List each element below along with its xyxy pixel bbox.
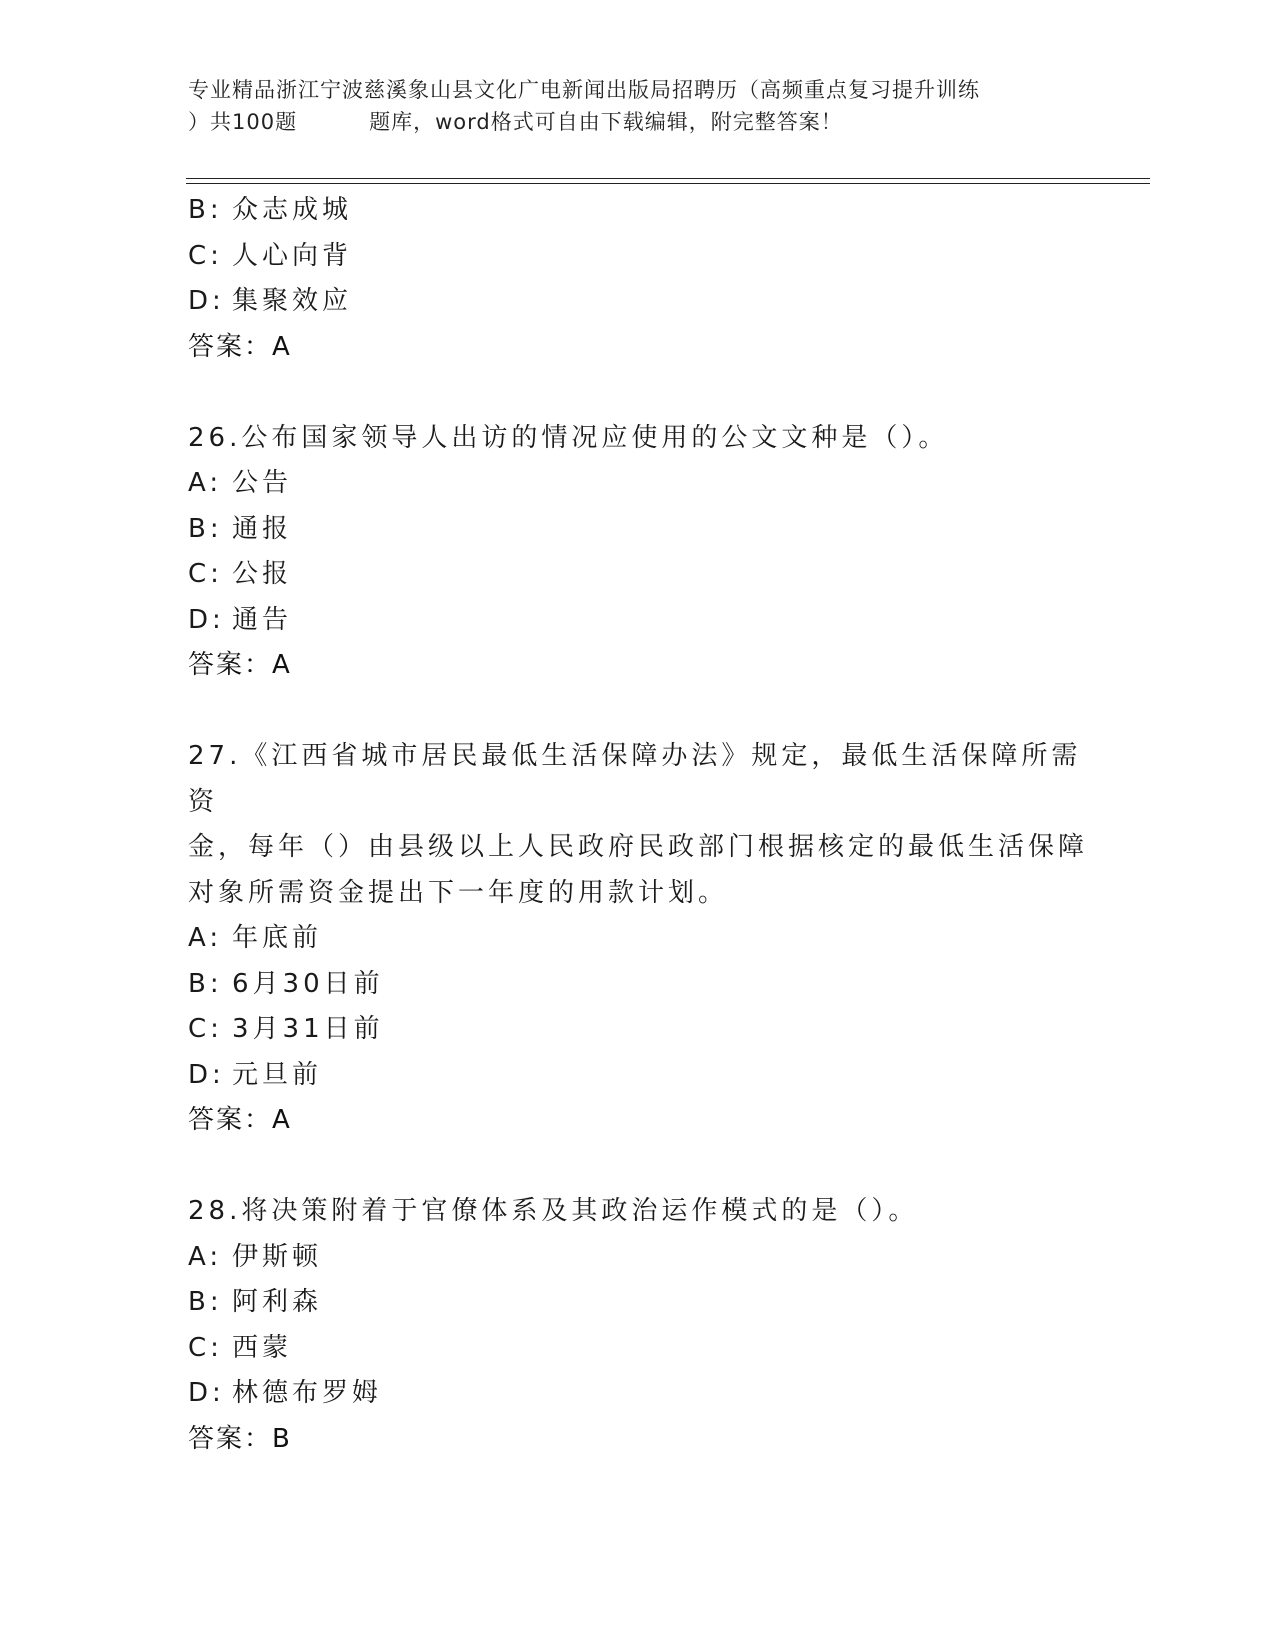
option-letter: D: bbox=[188, 1378, 225, 1408]
option-letter: A: bbox=[188, 923, 223, 953]
option-text: 3月31日前 bbox=[232, 1014, 384, 1044]
option-text: 西蒙 bbox=[232, 1332, 293, 1363]
option-c bbox=[188, 234, 1088, 280]
option-letter: A: bbox=[188, 468, 223, 498]
option-text: 6月30日前 bbox=[232, 968, 384, 999]
answer-line: 答案：A bbox=[188, 1105, 292, 1135]
header-line-2-right: 题库，word格式可自由下载编辑，附完整答案！ bbox=[369, 110, 843, 134]
question-26 bbox=[188, 416, 1088, 689]
option-text: 通报 bbox=[232, 513, 293, 544]
option-a bbox=[188, 916, 1088, 962]
option-text: 公报 bbox=[232, 559, 293, 589]
option-letter: C: bbox=[188, 559, 223, 589]
answer-line: 答案：B bbox=[188, 1423, 292, 1454]
option-text: 人心向背 bbox=[232, 240, 353, 271]
header-rule-top bbox=[186, 178, 1150, 179]
question-stem: 金，每年（）由县级以上人民政府民政部门根据核定的最低生活保障 bbox=[188, 832, 1089, 862]
option-a bbox=[188, 1235, 1088, 1281]
document-header bbox=[188, 74, 1088, 138]
spacer bbox=[188, 1144, 1088, 1190]
spacer bbox=[188, 370, 1088, 416]
option-letter: B: bbox=[188, 968, 223, 999]
answer-line: 答案：A bbox=[188, 331, 292, 362]
question-stem: 27.《江西省城市居民最低生活保障办法》规定，最低生活保障所需资 bbox=[188, 741, 1082, 817]
option-letter: C: bbox=[188, 1014, 223, 1044]
option-b bbox=[188, 1280, 1088, 1326]
option-letter: B: bbox=[188, 513, 223, 544]
option-c bbox=[188, 1326, 1088, 1372]
option-d bbox=[188, 1053, 1088, 1099]
question-stem: 对象所需资金提出下一年度的用款计划。 bbox=[188, 877, 729, 908]
question-stem: 26.公布国家领导人出访的情况应使用的公文文种是（）。 bbox=[188, 422, 949, 453]
option-text: 年底前 bbox=[232, 923, 323, 953]
option-a bbox=[188, 461, 1088, 507]
option-b bbox=[188, 962, 1088, 1008]
option-b bbox=[188, 507, 1088, 553]
option-text: 公告 bbox=[232, 468, 293, 498]
question-27 bbox=[188, 734, 1088, 1144]
option-d bbox=[188, 279, 1088, 325]
option-c bbox=[188, 552, 1088, 598]
header-line-1: 专业精品浙江宁波慈溪象山县文化广电新闻出版局招聘历（高频重点复习提升训练 bbox=[188, 78, 980, 102]
option-text: 通告 bbox=[232, 604, 293, 635]
option-letter: D: bbox=[188, 604, 225, 635]
option-letter: D: bbox=[188, 1059, 225, 1090]
option-b bbox=[188, 188, 1088, 234]
question-stem: 28.将决策附着于官僚体系及其政治运作模式的是（）。 bbox=[188, 1196, 919, 1226]
option-text: 林德布罗姆 bbox=[232, 1378, 383, 1408]
option-letter: C: bbox=[188, 1332, 223, 1363]
option-c bbox=[188, 1007, 1088, 1053]
spacer bbox=[188, 689, 1088, 735]
option-letter: B: bbox=[188, 1287, 223, 1317]
option-text: 众志成城 bbox=[232, 195, 353, 225]
question-partial bbox=[188, 188, 1088, 370]
option-letter: A: bbox=[188, 1241, 223, 1272]
question-28 bbox=[188, 1189, 1088, 1462]
option-d bbox=[188, 1371, 1088, 1417]
answer-line: 答案：A bbox=[188, 650, 292, 680]
header-line-2 bbox=[188, 106, 1088, 138]
option-d bbox=[188, 598, 1088, 644]
option-letter: C: bbox=[188, 240, 223, 271]
header-rule-bottom bbox=[186, 183, 1150, 184]
option-text: 阿利森 bbox=[232, 1287, 323, 1317]
option-letter: D: bbox=[188, 286, 225, 316]
question-list bbox=[188, 188, 1088, 1462]
header-line-2-left: ）共100题 bbox=[188, 110, 298, 134]
option-text: 集聚效应 bbox=[232, 286, 353, 316]
option-text: 元旦前 bbox=[232, 1059, 323, 1090]
option-letter: B: bbox=[188, 195, 223, 225]
option-text: 伊斯顿 bbox=[232, 1241, 323, 1272]
